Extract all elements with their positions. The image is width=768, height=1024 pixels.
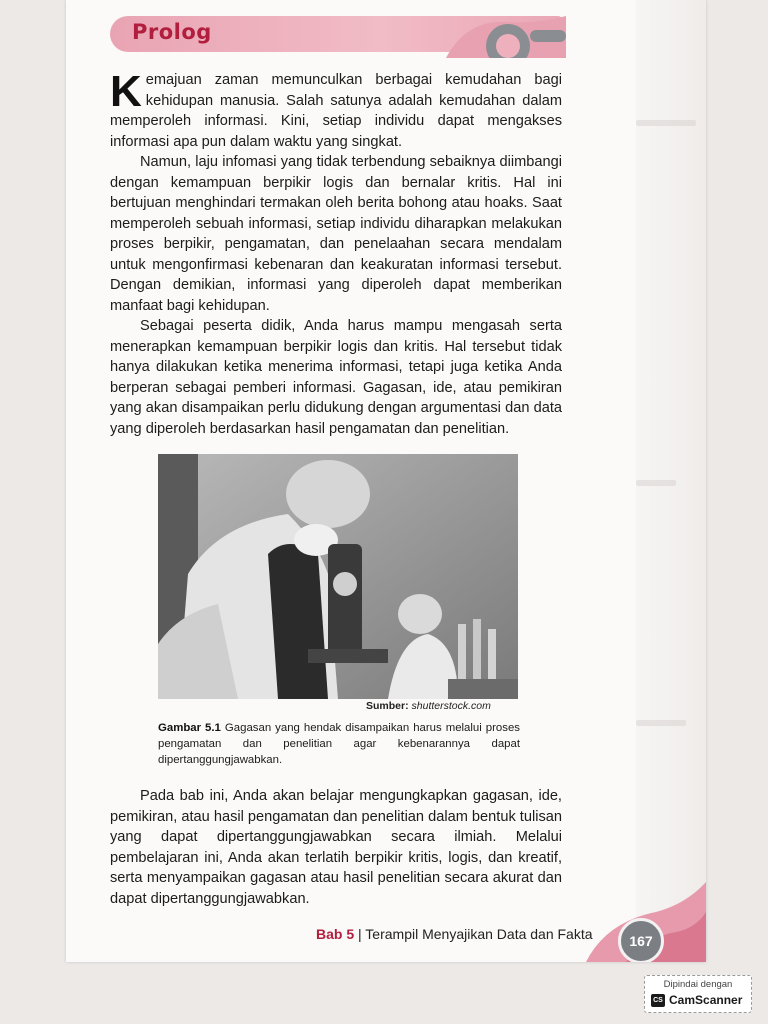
paragraph-4: Pada bab ini, Anda akan belajar mengungkapkan gagasan, ide, pemikiran, atau hasil pengamatan dan penelitian dalam bentuk tulisan yang dapat dipertanggungjawabkan secara ilmiah. Melalui pembelajaran ini, Anda akan terlatih berpikir kritis, logis, dan kreatif, serta menyampaikan gagasan atau hasil penelitian secara akurat dan dapat dipertanggungjawabkan. [110,788,562,907]
camscanner-watermark: Dipindai dengan CS CamScanner [644,975,752,1013]
section-banner [110,16,562,52]
paragraph-1: Kemajuan zaman memunculkan berbagai kemudahan bagi kehidupan manusia. Salah satunya adalah kemudahan dalam memperoleh informasi. Kini, setiap individu dapat mengakses informasi apa pun dalam waktu yang singkat. [110,67,562,150]
chapter-footer: Bab 5 | Terampil Menyajikan Data dan Fakta [316,926,593,942]
camscanner-logo-icon: CS [651,994,665,1007]
chapter-title: Terampil Menyajikan Data dan Fakta [365,926,593,942]
closing-text [110,786,562,909]
section-title: Prolog [132,20,212,44]
image-source: Sumber: shutterstock.com [366,700,491,712]
figure-caption: Gambar 5.1 Gagasan yang hendak disampaikan harus melalui proses pengamatan dan penelitian agar kebenarannya dapat dipertanggungjawabkan. [158,722,520,766]
chapter-number: Bab 5 [316,926,355,942]
bleed-through [636,480,676,486]
bleed-through [636,720,686,726]
bleed-through [636,120,696,126]
page-number: 167 [618,918,664,962]
intro-text [110,67,562,439]
book-page [66,0,706,962]
paragraph-3: Sebagai peserta didik, Anda harus mampu mengasah serta menerapkan kemampuan berpikir logis dan kritis. Hal tersebut tidak hanya dilakukan ketika menerima informasi, tetapi juga ketika Anda berperan sebagai pemberi informasi. Gagasan, ide, atau pemikiran yang akan disampaikan perlu didukung dengan argumentasi dan data yang diperoleh berdasarkan hasil pengamatan dan penelitian. [110,318,562,437]
paragraph-2: Namun, laju infomasi yang tidak terbendung sebaiknya diimbangi dengan kemampuan berpikir logis dan bernalar kritis. Hal ini bertujuan menghindari termakan oleh berita bohong atau hoaks. Saat memperoleh sebuah informasi, setiap individu diharapkan melakukan proses berpikir, pengamatan, dan penelaahan secara mendalam untuk mengonfirmasi kebenaran dan keakuratan informasi tersebut. Dengan demikian, informasi yang diperoleh dapat memberikan manfaat bagi kehidupan. [110,154,562,314]
lab-photo [158,454,518,699]
figure-label: Gambar 5.1 [158,722,221,734]
drop-cap: K [110,67,142,116]
gear-decoration-icon [446,10,566,58]
